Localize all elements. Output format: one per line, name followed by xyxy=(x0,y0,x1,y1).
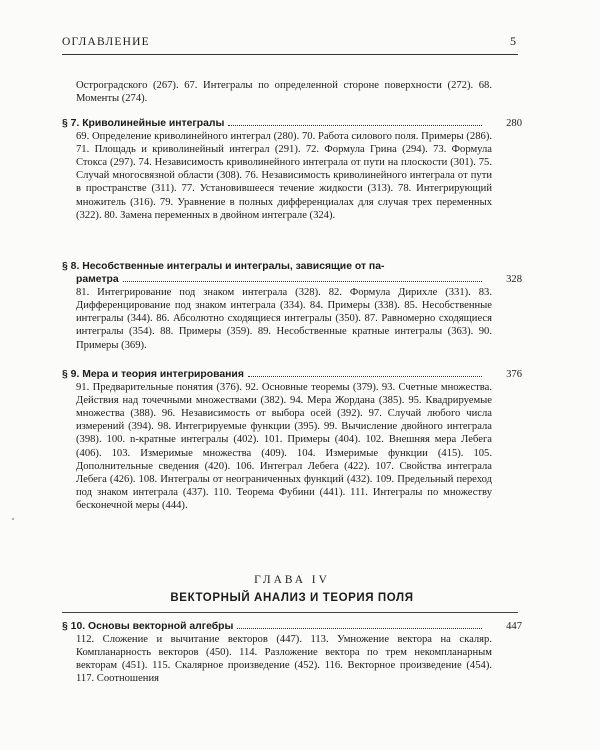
section-page-number: 280 xyxy=(506,118,522,129)
leader-dots xyxy=(237,628,482,629)
section-title-row xyxy=(62,368,522,381)
section-title-continuation: раметра xyxy=(76,274,119,286)
margin-speck xyxy=(12,518,14,520)
continuation-block xyxy=(62,79,522,105)
section-page-number: 376 xyxy=(506,369,522,380)
section-title: § 7. Криволинейные интегралы xyxy=(62,118,225,129)
toc-section-10[interactable] xyxy=(62,620,522,685)
section-title-row xyxy=(62,273,522,286)
chapter-label: ГЛАВА IV xyxy=(254,574,330,586)
section-topics: 91. Предварительные понятия (376). 92. Основные теоремы (379). 93. Счетные множества. Действия над точечными множествами (382). 94. Мера Жордана (385). 95. Квадрируемые множества (388). 96. Независимость от выбора осей (392). 97. Случай любого числа измерений (394). 98. Интегрируемые функции (395). 99. Вычисление двойного интеграла (398). 100. n-кратные интегралы (402). 101. Примеры (404). 102. Внешняя мера Лебега (406). 103. Измеримые множества (409). 104. Измеримые функции (415). 105. Дополнительные сведения (420). 106. Интеграл Лебега (422). 107. Свойства интеграла Лебега (426). 108. Интегралы от неограниченных функций (432). 109. Предельный переход под знаком интеграла (437). 110. Теорема Фубини (441). 111. Интегралы по множеству бесконечной меры (444). xyxy=(76,382,492,511)
leader-dots xyxy=(248,376,482,377)
header-title: ОГЛАВЛЕНИЕ xyxy=(62,36,150,48)
section-topics: 81. Интегрирование под знаком интеграла (328). 82. Формула Дирихле (331). 83. Дифференцирование под знаком интеграла (334). 84. Примеры (338). 85. Несобственные интегралы (344). 86. Абсолютно сходящиеся интегралы (350). 87. Равномерно сходящиеся интегралы (354). 88. Примеры (359). 89. Несобственные кратные интегралы (363). 90. Примеры (369). xyxy=(76,287,492,351)
section-title: § 9. Мера и теория интегрирования xyxy=(62,369,244,380)
toc-section-8[interactable] xyxy=(62,260,522,352)
leader-dots xyxy=(228,125,482,126)
section-topics: 112. Сложение и вычитание векторов (447). 113. Умножение вектора на скаляр. Компланарность векторов (450). 114. Разложение вектора по трем некомпланарным векторам (451). 115. Скалярное произведение (452). 116. Векторное произведение (454). 117. Соотношения xyxy=(76,634,492,685)
section-topics: 69. Определение криволинейного интеграл (280). 70. Работа силового поля. Примеры (286). 71. Площадь и криволинейный интеграл (291). 72. Формула Грина (294). 73. Формула Стокса (297). 74. Независимость криволинейного интеграла от пути на плоскости (301). 75. Случай многосвязной области (308). 76. Независимость криволинейного интеграла от пути в пространстве (311). 77. Установившееся течение жидкости (313). 78. Интегрирующий множитель (316). 79. Уравнение в полных дифференциалах для случая трех переменных (322). 80. Замена переменных в двойном интеграле (324). xyxy=(76,131,492,221)
running-header xyxy=(62,34,516,49)
section-page-number: 447 xyxy=(506,621,522,632)
section-title: § 10. Основы векторной алгебры xyxy=(62,621,234,632)
toc-section-7[interactable] xyxy=(62,117,522,222)
section-title-row xyxy=(62,117,522,130)
continuation-text: Остроградского (267). 67. Интегралы по определенной стороне поверхности (272). 68. Моменты (274). xyxy=(76,80,492,105)
section-title: § 8. Несобственные интегралы и интегралы, зависящие от па- xyxy=(62,261,385,272)
section-page-number: 328 xyxy=(506,274,522,286)
leader-dots xyxy=(123,281,482,282)
chapter-rule xyxy=(62,612,518,613)
header-page-number: 5 xyxy=(510,34,516,48)
toc-section-9[interactable] xyxy=(62,368,522,512)
section-title-row xyxy=(62,620,522,633)
header-rule xyxy=(62,54,518,55)
chapter-title: ВЕКТОРНЫЙ АНАЛИЗ И ТЕОРИЯ ПОЛЯ xyxy=(170,592,414,604)
